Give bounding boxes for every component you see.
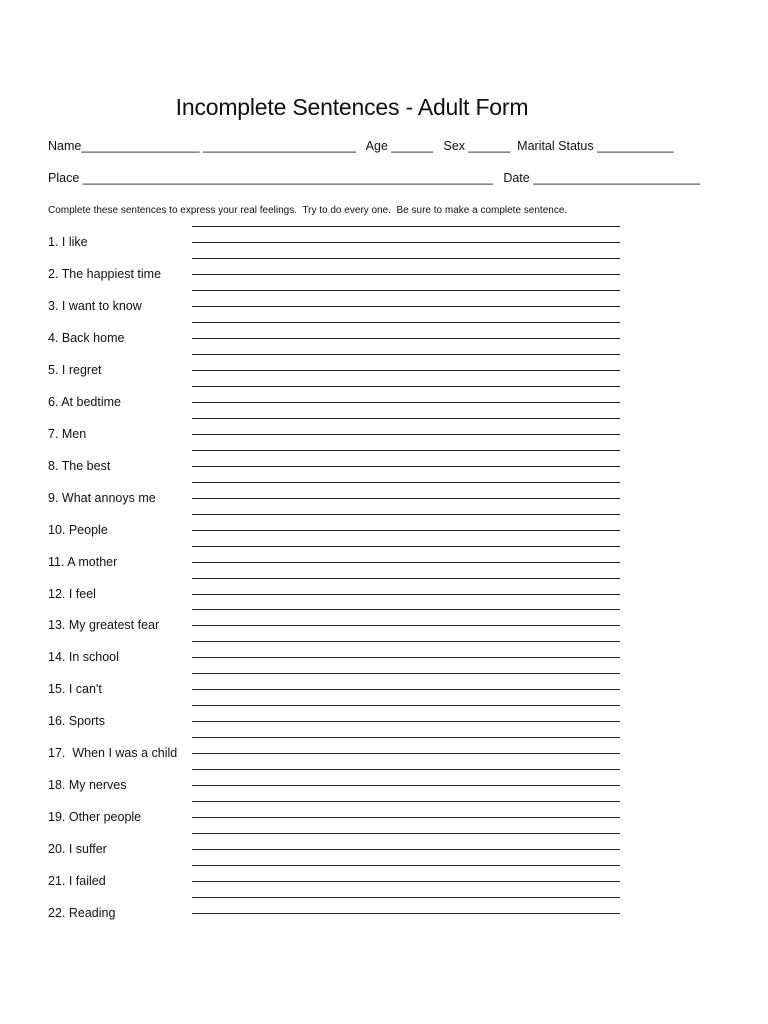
answer-line (192, 865, 620, 866)
sentence-prompt: 11. A mother (48, 554, 118, 569)
answer-line (192, 290, 620, 291)
sentence-prompt: 7. Men (48, 426, 87, 441)
sentence-item (0, 873, 768, 905)
answer-line (192, 721, 620, 722)
sentence-item (0, 617, 768, 649)
sentence-prompt: 20. I suffer (48, 842, 107, 856)
sentence-item (0, 586, 768, 618)
sentence-item (0, 745, 768, 777)
answer-line (192, 625, 620, 626)
sentence-prompt: 22. Reading (48, 905, 116, 920)
answer-line (192, 689, 620, 690)
sentence-item (0, 713, 768, 745)
answer-line (192, 338, 620, 339)
answer-line (192, 450, 620, 451)
answer-line (192, 881, 620, 882)
answer-line (192, 530, 620, 531)
answer-line (192, 482, 620, 483)
answer-line (192, 594, 620, 595)
sentence-prompt: 8. The best (48, 458, 111, 473)
sentence-item (0, 426, 768, 458)
sentence-item (0, 554, 768, 586)
sentence-item (0, 681, 768, 713)
answer-line (192, 913, 620, 914)
answer-line (192, 833, 620, 834)
answer-line (192, 705, 620, 706)
answer-line (192, 258, 620, 259)
sentence-prompt: 18. My nerves (48, 778, 127, 793)
sentence-item (0, 394, 768, 426)
sentence-item (0, 777, 768, 809)
answer-line (192, 849, 620, 850)
sentence-item (0, 809, 768, 841)
answer-line (192, 242, 620, 243)
answer-line (192, 514, 620, 515)
answer-line (192, 402, 620, 403)
sentence-item (0, 362, 768, 394)
sentence-item (0, 330, 768, 362)
answer-line (192, 226, 620, 227)
answer-line (192, 769, 620, 770)
sentence-prompt: 2. The happiest time (48, 266, 162, 281)
sentence-prompt: 4. Back home (48, 330, 125, 345)
sentence-prompt: 16. Sports (48, 714, 105, 729)
answer-line (192, 562, 620, 563)
sentence-prompt: 15. I can't (48, 682, 102, 697)
answer-line (192, 641, 620, 642)
sentence-item (0, 458, 768, 490)
sentence-item (0, 234, 768, 266)
answer-line (192, 370, 620, 371)
answer-line (192, 801, 620, 802)
instructions-text: Complete these sentences to express your real feelings. Try to do every one. Be sure to make a complete sentence. (48, 205, 568, 216)
answer-line (192, 609, 620, 610)
answer-line (192, 737, 620, 738)
answer-line (192, 785, 620, 786)
sentence-item (0, 649, 768, 681)
name-age-sex-marital-line: Name_________________ ______________________ Age ______ Sex ______ Marital Status ___________ (48, 139, 674, 153)
answer-line (192, 673, 620, 674)
sentence-prompt: 19. Other people (48, 810, 142, 825)
answer-line (192, 322, 620, 323)
answer-line (192, 274, 620, 275)
answer-line (192, 897, 620, 898)
answer-line (192, 354, 620, 355)
answer-line (192, 306, 620, 307)
sentence-prompt: 17. When I was a child (48, 746, 178, 761)
answer-line (192, 817, 620, 818)
place-date-line: Place ___________________________________________________________ Date ________________________ (48, 171, 701, 185)
sentence-prompt: 21. I failed (48, 874, 106, 888)
sentence-prompt: 12. I feel (48, 586, 96, 601)
answer-line (192, 578, 620, 579)
sentence-item (0, 266, 768, 298)
sentence-item (0, 490, 768, 522)
sentence-item (0, 298, 768, 330)
sentence-prompt: 3. I want to know (48, 298, 142, 313)
sentence-prompt: 14. In school (48, 650, 119, 665)
sentence-item (0, 522, 768, 554)
sentence-item (0, 841, 768, 873)
form-title: Incomplete Sentences - Adult Form (175, 94, 529, 120)
answer-line (192, 498, 620, 499)
answer-line (192, 753, 620, 754)
sentence-prompt: 13. My greatest fear (48, 618, 160, 633)
answer-line (192, 418, 620, 419)
sentence-prompt: 6. At bedtime (48, 394, 121, 409)
answer-line (192, 386, 620, 387)
sentence-item (0, 905, 768, 937)
answer-line (192, 657, 620, 658)
sentence-prompt: 10. People (48, 522, 108, 537)
sentence-prompt: 1. I like (48, 235, 88, 249)
sentence-prompt: 9. What annoys me (48, 490, 156, 505)
sentence-prompt: 5. I regret (48, 362, 102, 377)
answer-line (192, 546, 620, 547)
answer-line (192, 466, 620, 467)
answer-line (192, 434, 620, 435)
